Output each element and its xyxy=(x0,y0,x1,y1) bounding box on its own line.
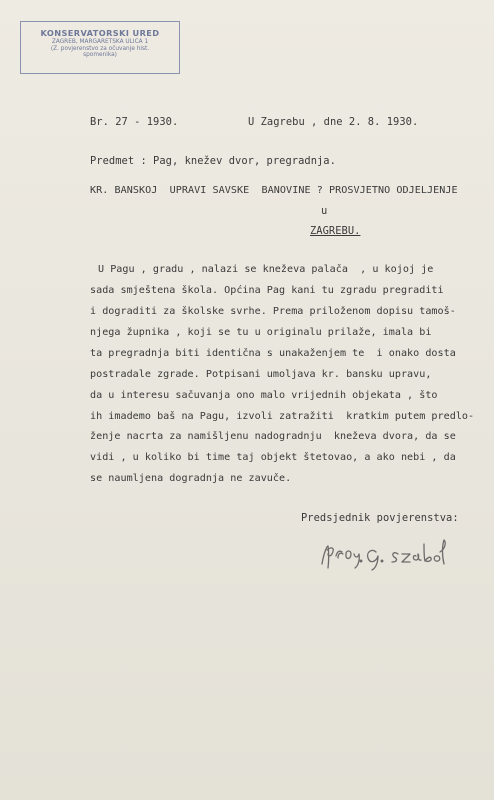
recipient-line: KR. BANSKOJ UPRAVI SAVSKE BANOVINE ? PROSVJETNO ODJELJENJE xyxy=(90,185,458,196)
closing-title: Predsjednik povjerenstva: xyxy=(301,512,459,524)
body-line: ženje nacrta za namišljenu nadogradnju kneževa dvora, da se xyxy=(90,431,456,442)
body-line: da u interesu sačuvanja ono malo vrijednih objekata , što xyxy=(90,390,438,401)
body-line: ta pregradnja biti identična s unakaženjem te i onako dosta xyxy=(90,348,456,359)
body-line: vidi , u koliko bi time taj objekt štetovao, a ako nebi , da xyxy=(90,452,456,463)
stamp-line-3: (Z. povjerenstvo za očuvanje hist. xyxy=(50,45,150,52)
stamp-line-4: spomenika) xyxy=(83,52,117,59)
stamp-line-2: ZAGREB, MARGARETSKA ULICA 1 xyxy=(51,38,149,45)
recipient-city: ZAGREBU. xyxy=(310,225,361,237)
reference-number: Br. 27 - 1930. xyxy=(90,116,179,128)
handwritten-signature xyxy=(318,524,468,574)
recipient-preposition: u xyxy=(321,205,328,217)
body-line: sada smještena škola. Općina Pag kani tu zgradu pregraditi xyxy=(90,285,444,296)
body-line: i dograditi za školske svrhe. Prema priloženom dopisu tamoš- xyxy=(90,306,456,317)
subject-line: Predmet : Pag, knežev dvor, pregradnja. xyxy=(90,155,336,167)
body-line: postradale zgrade. Potpisani umoljava kr. bansku upravu, xyxy=(90,369,432,380)
body-line: ih imademo baš na Pagu, izvoli zatražiti kratkim putem predlo- xyxy=(90,411,475,422)
place-date: U Zagrebu , dne 2. 8. 1930. xyxy=(248,116,419,128)
stamp-line-1: KONSERVATORSKI URED xyxy=(40,28,160,38)
body-line: se naumljena dogradnja ne zavuče. xyxy=(90,473,292,484)
body-line: njega župnika , koji se tu u originalu prilaže, imala bi xyxy=(90,327,432,338)
office-stamp xyxy=(20,21,180,74)
body-line: U Pagu , gradu , nalazi se kneževa palača , u kojoj je xyxy=(98,264,434,275)
